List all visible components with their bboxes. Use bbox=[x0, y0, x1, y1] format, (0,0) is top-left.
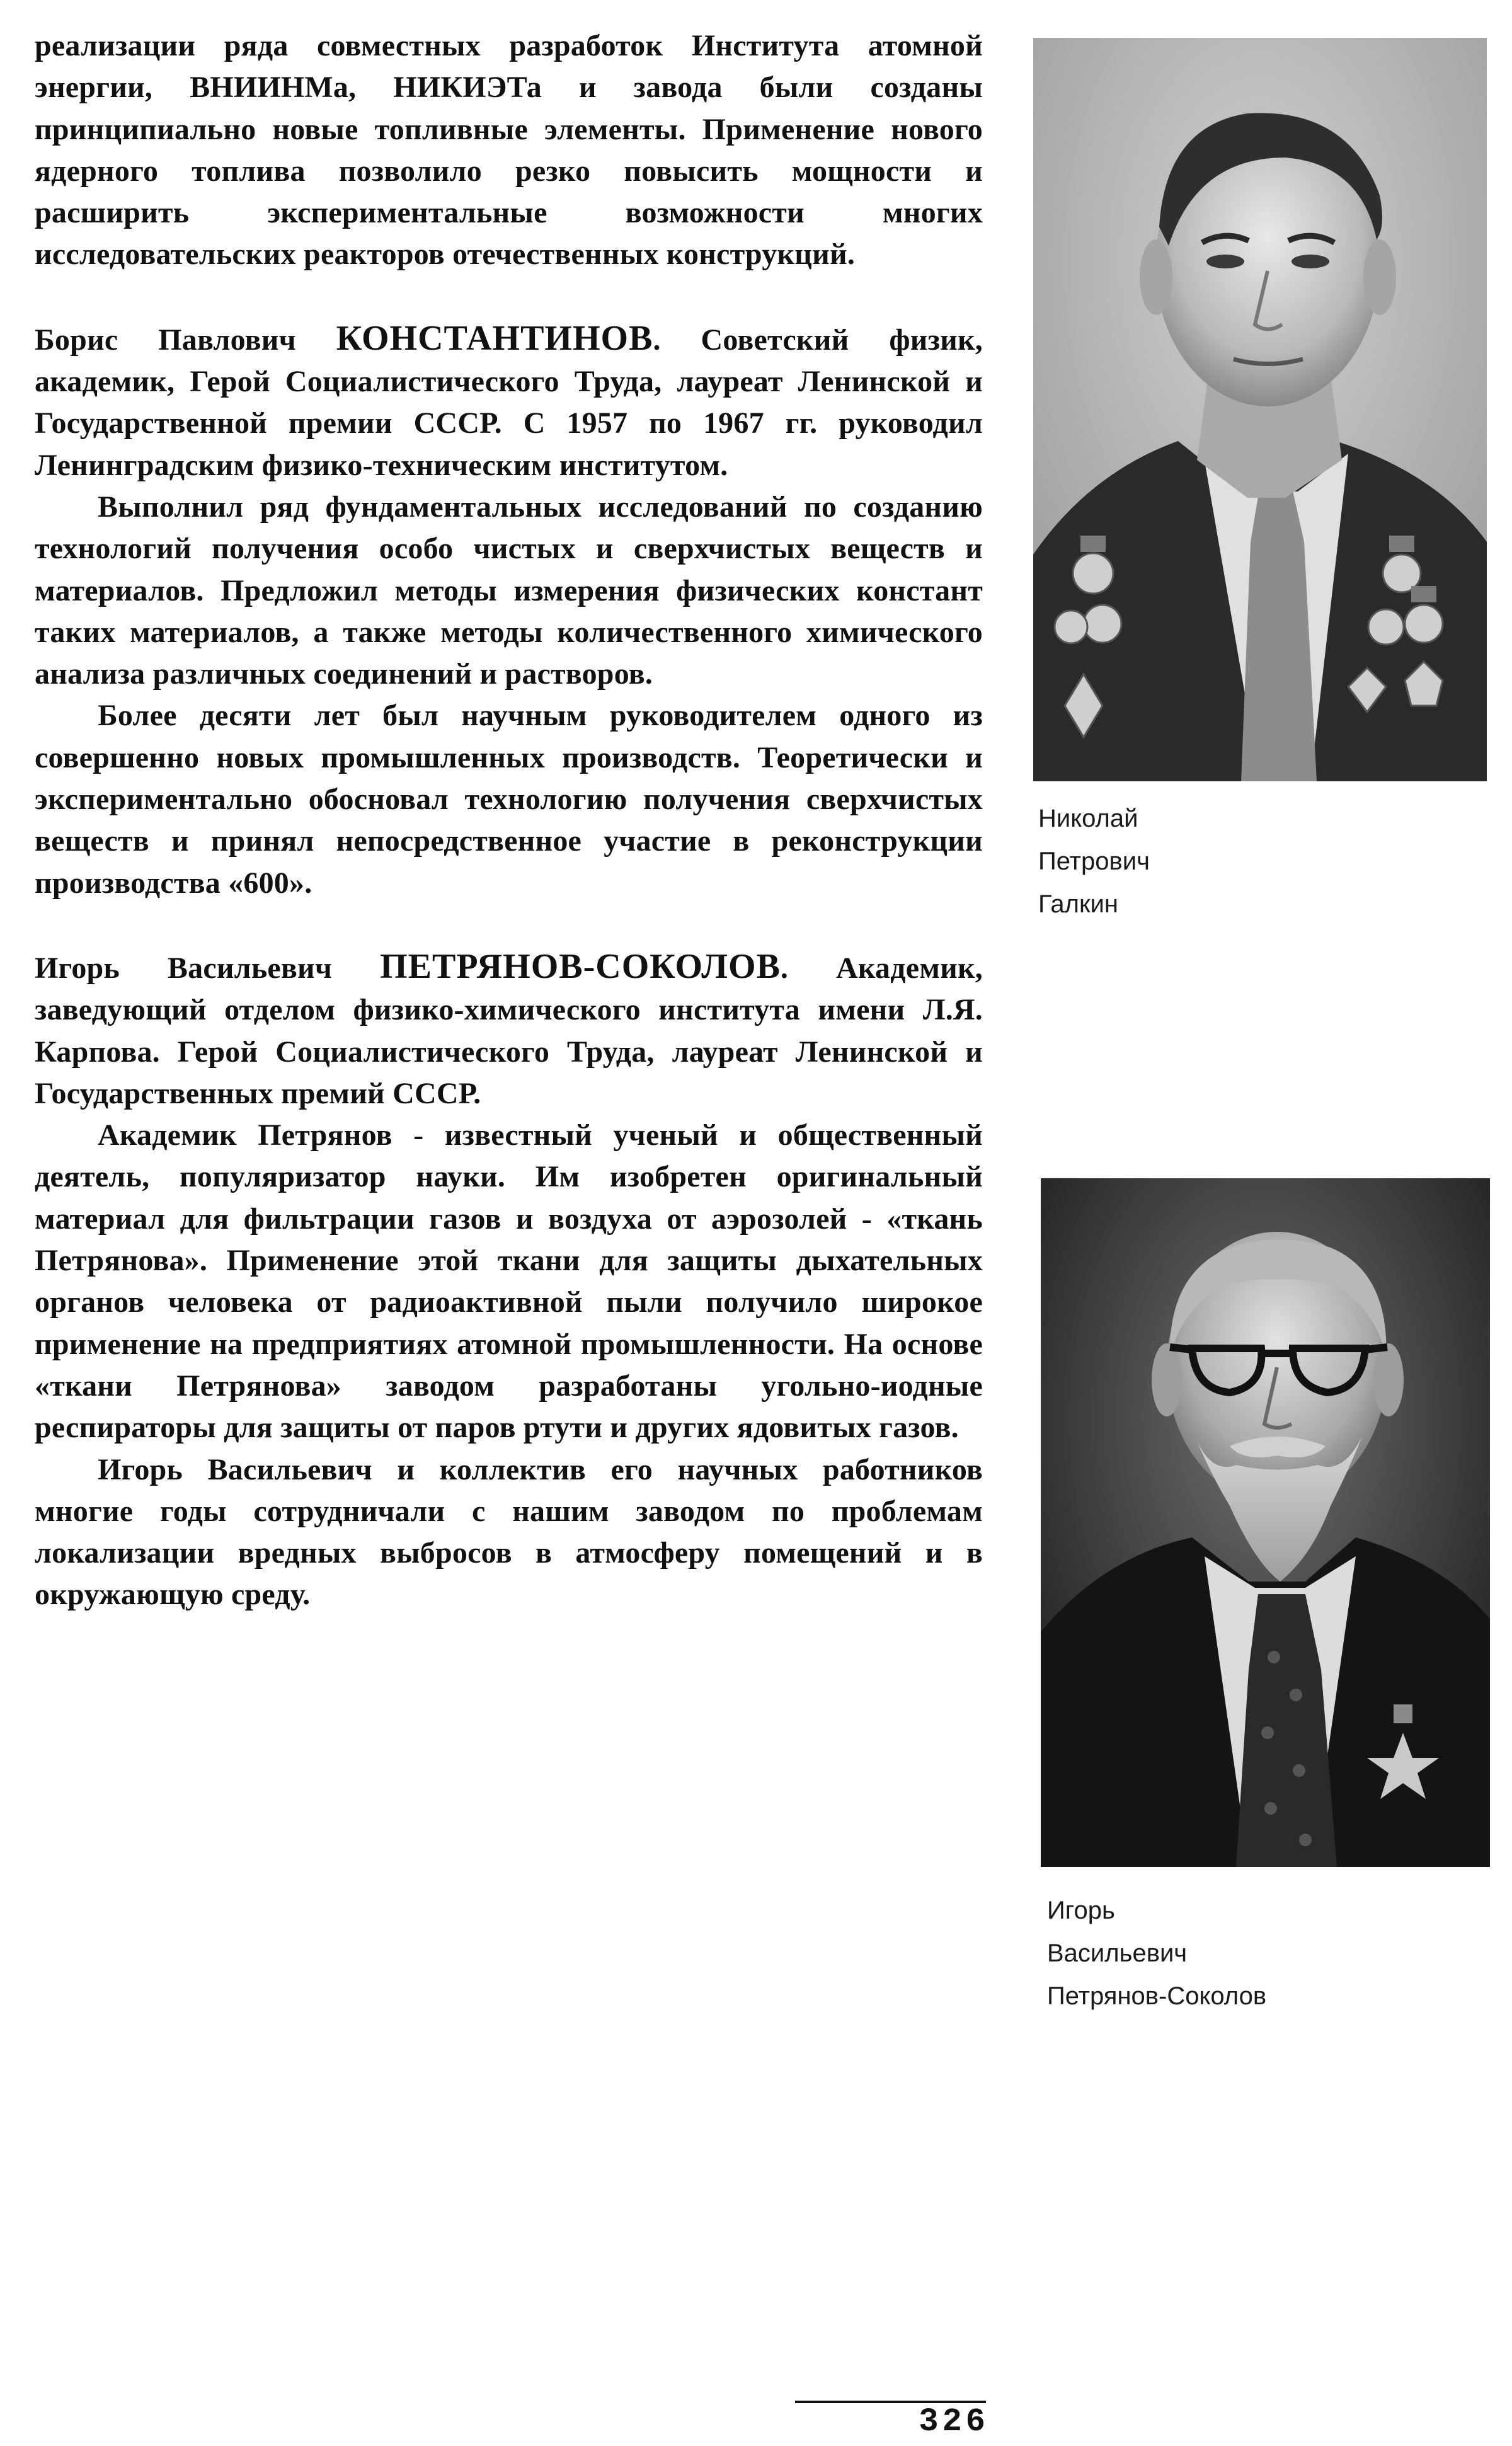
caption-line: Петрович bbox=[1038, 847, 1150, 875]
intro-paragraph: реализации ряда совместных разработок Института атомной энергии, ВНИИНМа, НИКИЭТа и завода были созданы принципиально новые топливные элементы. Применение нового ядерного топлива позволило резко повысить мощности и расширить экспериментальные возможности многих исследовательских реакторов отечественных конструкций. bbox=[35, 29, 983, 272]
caption-line: Петрянов-Соколов bbox=[1047, 1982, 1267, 2010]
petryanov-lead-paragraph bbox=[35, 946, 983, 1115]
konstantinov-paragraph: Более десяти лет был научным руководителем одного из совершенно новых промышленных производств. Теоретически и экспериментально обосновал технологию получения сверхчистых веществ и принял непосредственное участие в реконструкции производства «600». bbox=[35, 699, 983, 900]
caption-line: Васильевич bbox=[1047, 1939, 1188, 1967]
galkin-caption bbox=[1038, 797, 1150, 926]
petryanov-lead-text: . Академик, заведующий отделом физико-химического института имени Л.Я. Карпова. Герой Социалистического Труда, лауреат Ленинской и Государственных премий СССР. bbox=[35, 951, 983, 1110]
petryanov-portrait bbox=[1041, 1178, 1490, 1867]
page-number: 326 bbox=[919, 2403, 989, 2440]
konstantinov-lead-paragraph bbox=[35, 318, 983, 486]
caption-line: Николай bbox=[1038, 805, 1138, 832]
caption-line: Галкин bbox=[1038, 890, 1118, 918]
galkin-portrait bbox=[1033, 38, 1487, 781]
petryanov-paragraph: Игорь Васильевич и коллектив его научных работников многие годы сотрудничали с нашим заводом по проблемам локализации вредных выбросов в атмосферу помещений и в окружающую среду. bbox=[35, 1452, 983, 1612]
petryanov-surname: ПЕТРЯНОВ-СОКОЛОВ bbox=[380, 946, 781, 986]
caption-line: Игорь bbox=[1047, 1897, 1115, 1924]
konstantinov-paragraph: Выполнил ряд фундаментальных исследований по созданию технологий получения особо чистых и сверхчистых веществ и материалов. Предложил методы измерения физических констант таких материалов, а также методы количественного химического анализа различных соединений и растворов. bbox=[35, 490, 983, 691]
petryanov-paragraph: Академик Петрянов - известный ученый и общественный деятель, популяризатор науки. Им изобретен оригинальный материал для фильтрации газов и воздуха от аэрозолей - «ткань Петрянова». Применение этой ткани для защиты дыхательных органов человека от радиоактивной пыли получило широкое применение на предприятиях атомной промышленности. На основе «ткани Петрянова» заводом разработаны угольно-иодные респираторы для защиты от паров ртути и других ядовитых газов. bbox=[35, 1118, 983, 1445]
konstantinov-surname: КОНСТАНТИНОВ bbox=[336, 318, 653, 358]
konstantinov-lead-text: . Советский физик, академик, Герой Социалистического Труда, лауреат Ленинской и Государственной премии СССР. С 1957 по 1967 гг. руководил Ленинградским физико-техническим институтом. bbox=[35, 323, 983, 482]
main-text-column bbox=[35, 25, 983, 1616]
petryanov-caption bbox=[1047, 1889, 1266, 2018]
petryanov-given-names: Игорь Васильевич bbox=[35, 951, 333, 985]
konstantinov-given-names: Борис Павлович bbox=[35, 323, 296, 357]
